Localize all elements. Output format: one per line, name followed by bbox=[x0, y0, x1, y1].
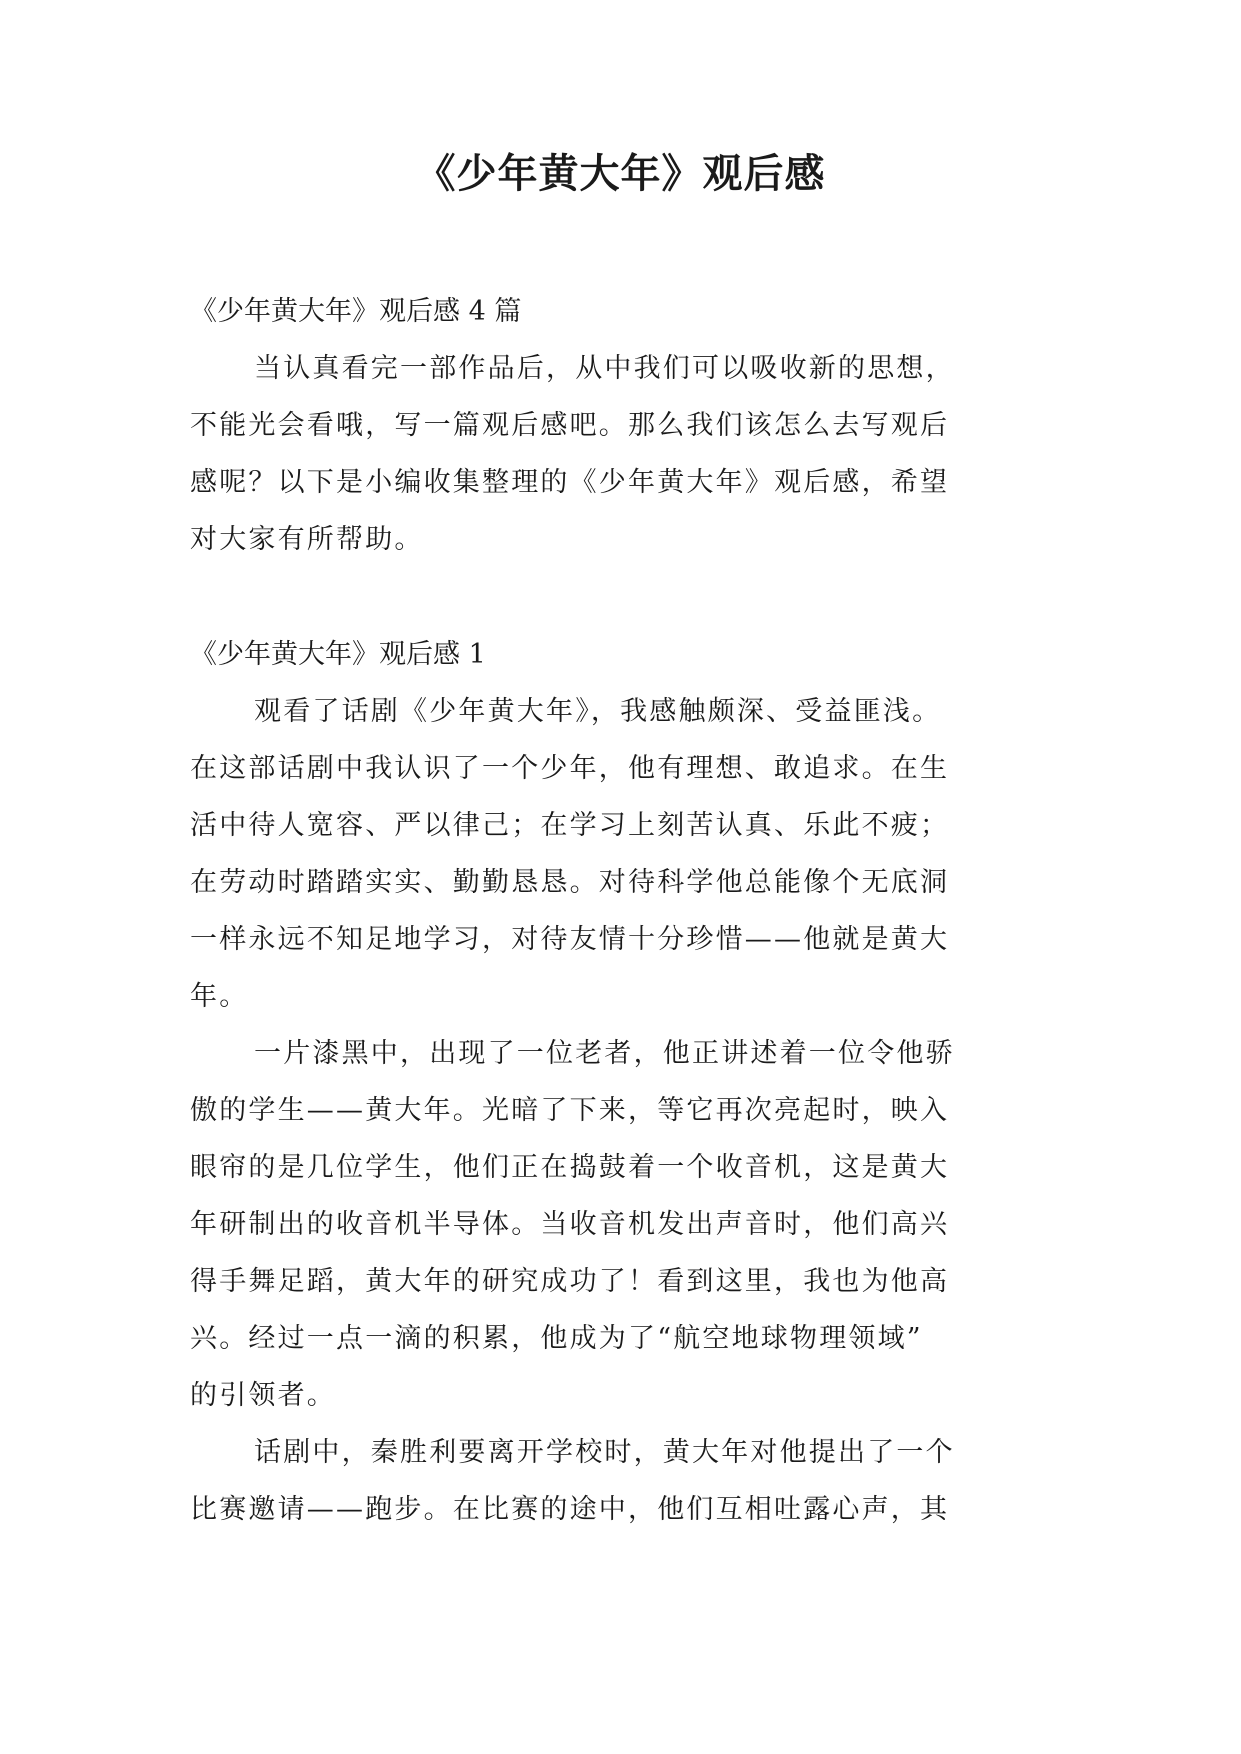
paragraph-line: 比赛邀请——跑步。在比赛的途中，他们互相吐露心声，其 bbox=[190, 1494, 950, 1525]
intro-paragraph bbox=[190, 340, 1050, 568]
paragraph-line: 一片漆黑中，出现了一位老者，他正讲述着一位令他骄 bbox=[254, 1038, 955, 1069]
essay-paragraph-2 bbox=[190, 1025, 1050, 1424]
paragraph-line: 得手舞足蹈，黄大年的研究成功了！看到这里，我也为他高 bbox=[190, 1266, 950, 1297]
paragraph-line: 一样永远不知足地学习，对待友情十分珍惜——他就是黄大 bbox=[190, 924, 950, 955]
paragraph-line: 年。 bbox=[190, 981, 249, 1012]
essay-paragraph-3 bbox=[190, 1424, 1050, 1538]
section-spacer bbox=[190, 568, 1050, 626]
paragraph-line: 傲的学生——黄大年。光暗了下来，等它再次亮起时，映入 bbox=[190, 1095, 950, 1126]
document-title: 《少年黄大年》观后感 bbox=[415, 151, 826, 197]
essay-heading: 《少年黄大年》观后感 1 bbox=[190, 639, 486, 670]
paragraph-line: 年研制出的收音机半导体。当收音机发出声音时，他们高兴 bbox=[190, 1209, 950, 1240]
paragraph-line: 当认真看完一部作品后，从中我们可以吸收新的思想， bbox=[254, 353, 955, 384]
paragraph-line: 话剧中，秦胜利要离开学校时，黄大年对他提出了一个 bbox=[254, 1437, 955, 1468]
paragraph-line: 不能光会看哦，写一篇观后感吧。那么我们该怎么去写观后 bbox=[190, 410, 950, 441]
paragraph-line: 在这部话剧中我认识了一个少年，他有理想、敢追求。在生 bbox=[190, 753, 950, 784]
essay-paragraph-1 bbox=[190, 683, 1050, 1025]
paragraph-line: 观看了话剧《少年黄大年》，我感触颇深、受益匪浅。 bbox=[254, 696, 942, 727]
collection-heading: 《少年黄大年》观后感 4 篇 bbox=[190, 296, 522, 327]
paragraph-line: 活中待人宽容、严以律己；在学习上刻苦认真、乐此不疲； bbox=[190, 810, 950, 841]
paragraph-line: 兴。经过一点一滴的积累，他成为了“航空地球物理领域” bbox=[190, 1323, 923, 1354]
paragraph-line: 眼帘的是几位学生，他们正在捣鼓着一个收音机，这是黄大 bbox=[190, 1152, 950, 1183]
paragraph-line: 的引领者。 bbox=[190, 1380, 336, 1411]
paragraph-line: 对大家有所帮助。 bbox=[190, 524, 424, 555]
document-body bbox=[190, 283, 1050, 1538]
paragraph-line: 感呢？以下是小编收集整理的《少年黄大年》观后感，希望 bbox=[190, 467, 950, 498]
paragraph-line: 在劳动时踏踏实实、勤勤恳恳。对待科学他总能像个无底洞 bbox=[190, 867, 950, 898]
